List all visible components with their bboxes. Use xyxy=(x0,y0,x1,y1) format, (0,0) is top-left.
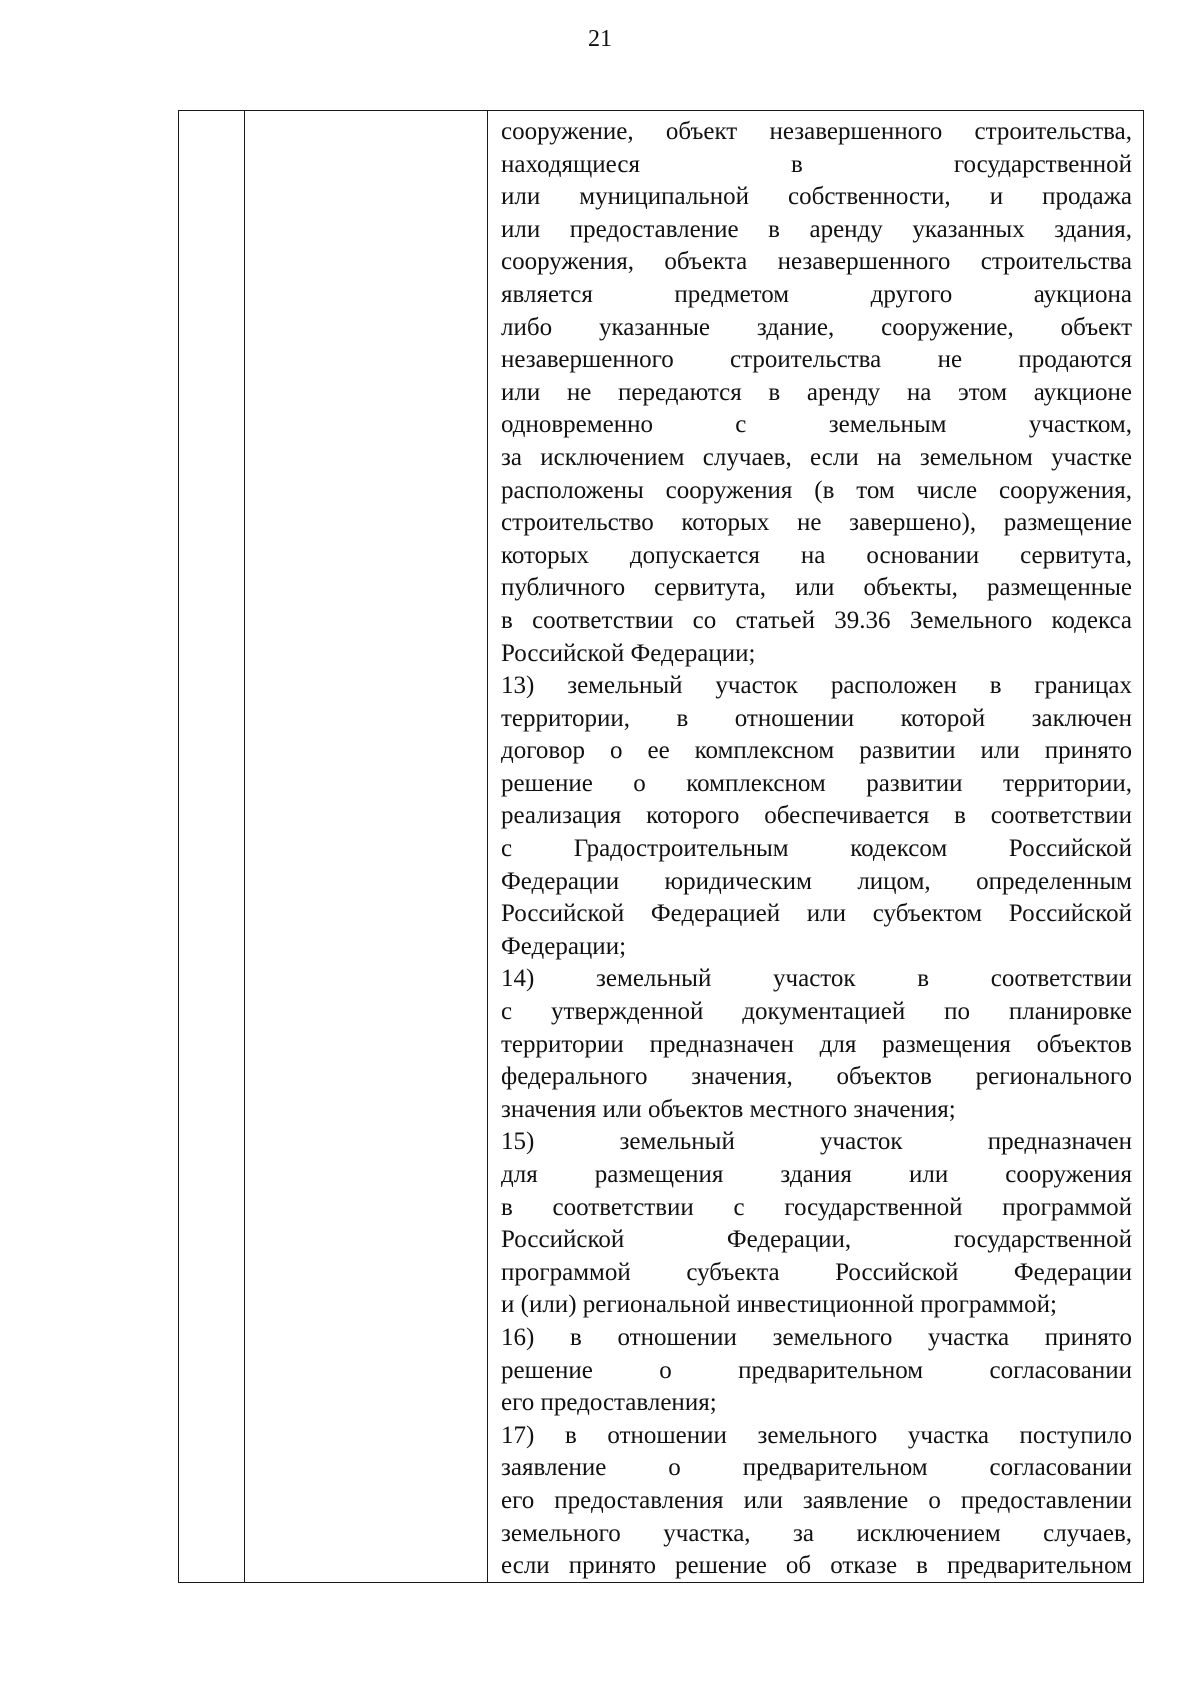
text-line: значения или объектов местного значения; xyxy=(501,1095,956,1123)
text-line: за исключением случаев, если на земельном участке xyxy=(501,443,1132,471)
text-line: Федерации юридическим лицом, определенным xyxy=(501,867,1132,895)
page-number: 21 xyxy=(588,26,612,52)
text-line: с Градостроительным кодексом Российской xyxy=(501,835,1132,863)
text-line: либо указанные здание, сооружение, объект xyxy=(501,313,1132,341)
text-line: решение о комплексном развитии территории, xyxy=(501,769,1132,797)
text-line: сооружение, объект незавершенного строительства, xyxy=(501,118,1132,145)
text-line: 17) в отношении земельного участка поступило xyxy=(501,1421,1132,1449)
text-line: и (или) региональной инвестиционной программой; xyxy=(501,1291,1057,1319)
text-line: заявление о предварительном согласовании xyxy=(501,1454,1132,1482)
table-column-name xyxy=(245,111,488,1582)
text-line: сооружения, объекта незавершенного строительства xyxy=(501,248,1132,276)
text-line: его предоставления или заявление о предоставлении xyxy=(501,1486,1132,1514)
text-line: программой субъекта Российской Федерации xyxy=(501,1258,1132,1286)
text-line: публичного сервитута, или объекты, размещенные xyxy=(501,574,1132,602)
text-line: строительство которых не завершено), размещение xyxy=(501,509,1132,537)
document-table xyxy=(178,110,1144,1583)
text-line: которых допускается на основании сервитута, xyxy=(501,541,1132,569)
text-line: земельного участка, за исключением случаев, xyxy=(501,1519,1132,1547)
text-line: договор о ее комплексном развитии или принято xyxy=(501,737,1132,765)
text-line: если принято решение об отказе в предварительном xyxy=(501,1552,1132,1580)
text-line: 15) земельный участок предназначен xyxy=(501,1128,1132,1156)
text-line: или не передаются в аренду на этом аукционе xyxy=(501,378,1132,406)
text-line: федерального значения, объектов регионального xyxy=(501,1063,1132,1091)
text-line: незавершенного строительства не продаются xyxy=(501,346,1132,374)
text-line: Российской Федерации; xyxy=(501,639,756,667)
text-line: Российской Федерации, государственной xyxy=(501,1226,1132,1254)
text-line: находящиеся в государственной xyxy=(501,150,1132,178)
text-line: расположены сооружения (в том числе сооружения, xyxy=(501,476,1132,504)
table-column-number xyxy=(179,111,245,1582)
text-line: в соответствии с государственной программой xyxy=(501,1193,1132,1221)
text-line: 14) земельный участок в соответствии xyxy=(501,965,1132,993)
text-line: для размещения здания или сооружения xyxy=(501,1161,1132,1188)
text-line: 13) земельный участок расположен в границах xyxy=(501,672,1132,700)
text-line: или муниципальной собственности, и продажа xyxy=(501,183,1132,211)
text-line: в соответствии со статьей 39.36 Земельного кодекса xyxy=(501,606,1132,634)
text-line: одновременно с земельным участком, xyxy=(501,411,1132,439)
text-line: территории, в отношении которой заключен xyxy=(501,704,1132,732)
text-line: реализация которого обеспечивается в соответствии xyxy=(501,802,1132,830)
text-line: решение о предварительном согласовании xyxy=(501,1356,1132,1384)
text-line: или предоставление в аренду указанных здания, xyxy=(501,215,1132,243)
text-line: его предоставления; xyxy=(501,1389,717,1417)
text-line: с утвержденной документацией по планировке xyxy=(501,998,1132,1026)
text-line: 16) в отношении земельного участка принято xyxy=(501,1323,1132,1351)
table-column-content xyxy=(488,111,1143,1582)
text-line: территории предназначен для размещения объектов xyxy=(501,1030,1132,1058)
text-line: Федерации; xyxy=(501,932,627,960)
text-line: является предметом другого аукциона xyxy=(501,280,1132,308)
text-line: Российской Федерацией или субъектом Российской xyxy=(501,900,1132,928)
